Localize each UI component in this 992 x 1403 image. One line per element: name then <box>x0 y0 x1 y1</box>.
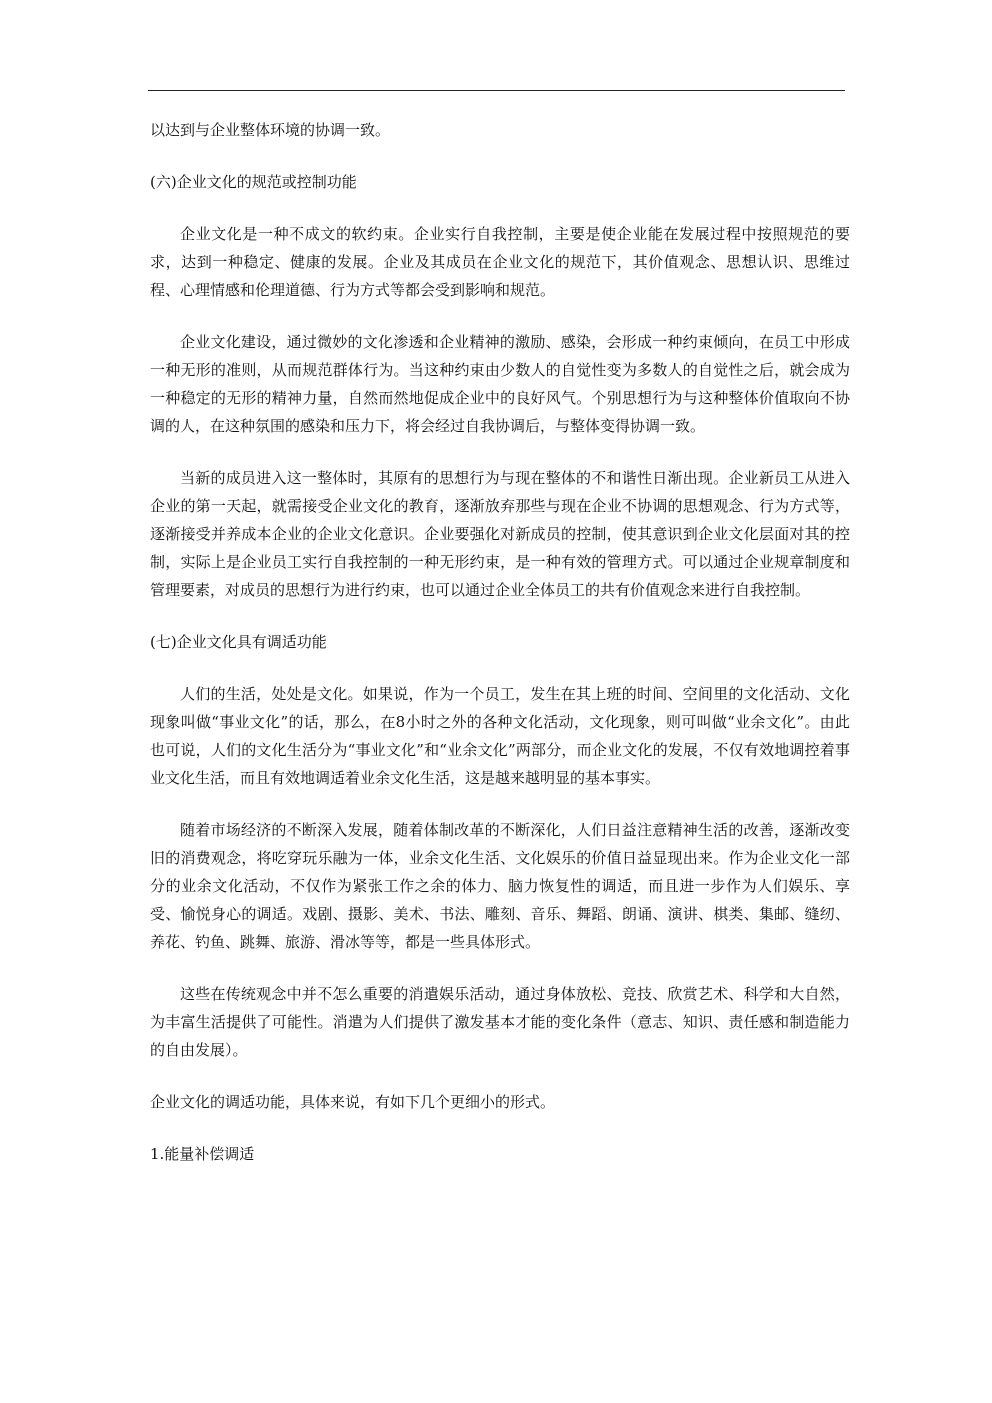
document-body <box>150 116 850 1168</box>
paragraph-cultural-construction: 企业文化建设，通过微妙的文化渗透和企业精神的激励、感染，会形成一种约束倾向，在员工中形成一种无形的准则，从而规范群体行为。当这种约束由少数人的自觉性变为多数人的自觉性之后，就会成为一种稳定的无形的精神力量，自然而然地促成企业中的良好风气。个别思想行为与这种整体价值取向不协调的人，在这种氛围的感染和压力下，将会经过自我协调后，与整体变得协调一致。 <box>150 333 850 435</box>
subsection-heading-1: 1.能量补偿调适 <box>150 1145 255 1163</box>
paragraph-leisure: 这些在传统观念中并不怎么重要的消遣娱乐活动，通过身体放松、竞技、欣赏艺术、科学和大自然，为丰富生活提供了可能性。消遣为人们提供了激发基本才能的变化条件（意志、知识、责任感和制造能力的自由发展）。 <box>150 985 850 1059</box>
paragraph-constraint: 企业文化是一种不成文的软约束。企业实行自我控制，主要是使企业能在发展过程中按照规范的要求，达到一种稳定、健康的发展。企业及其成员在企业文化的规范下，其价值观念、思想认识、思维过程、心理情感和伦理道德、行为方式等都会受到影响和规范。 <box>150 225 850 299</box>
continuation-line: 以达到与企业整体环境的协调一致。 <box>150 121 391 139</box>
summary-line: 企业文化的调适功能，具体来说，有如下几个更细小的形式。 <box>150 1093 556 1111</box>
section-heading-6: (六)企业文化的规范或控制功能 <box>150 173 357 191</box>
paragraph-market-economy: 随着市场经济的不断深入发展，随着体制改革的不断深化，人们日益注意精神生活的改善，逐渐改变旧的消费观念，将吃穿玩乐融为一体，业余文化生活、文化娱乐的价值日益显现出来。作为企业文化一部分的业余文化活动，不仅作为紧张工作之余的体力、脑力恢复性的调适，而且进一步作为人们娱乐、享受、愉悦身心的调适。戏剧、摄影、美术、书法、雕刻、音乐、舞蹈、朗诵、演讲、棋类、集邮、缝纫、养花、钓鱼、跳舞、旅游、滑冰等等，都是一些具体形式。 <box>150 821 850 951</box>
paragraph-new-members: 当新的成员进入这一整体时，其原有的思想行为与现在整体的不和谐性日渐出现。企业新员工从进入企业的第一天起，就需接受企业文化的教育，逐渐放弃那些与现在企业不协调的思想观念、行为方式等，逐渐接受并养成本企业的企业文化意识。企业要强化对新成员的控制，使其意识到企业文化层面对其的控制，实际上是企业员工实行自我控制的一种无形约束，是一种有效的管理方式。可以通过企业规章制度和管理要素，对成员的思想行为进行约束，也可以通过企业全体员工的共有价值观念来进行自我控制。 <box>150 469 850 599</box>
paragraph-life-culture: 人们的生活，处处是文化。如果说，作为一个员工，发生在其上班的时间、空间里的文化活动、文化现象叫做“事业文化”的话，那么，在8小时之外的各种文化活动，文化现象，则可叫做“业余文化”。由此也可说，人们的文化生活分为“事业文化”和“业余文化”两部分，而企业文化的发展，不仅有效地调控着事业文化生活，而且有效地调适着业余文化生活，这是越来越明显的基本事实。 <box>150 685 850 787</box>
section-heading-7: (七)企业文化具有调适功能 <box>150 633 327 651</box>
header-rule <box>148 90 845 91</box>
